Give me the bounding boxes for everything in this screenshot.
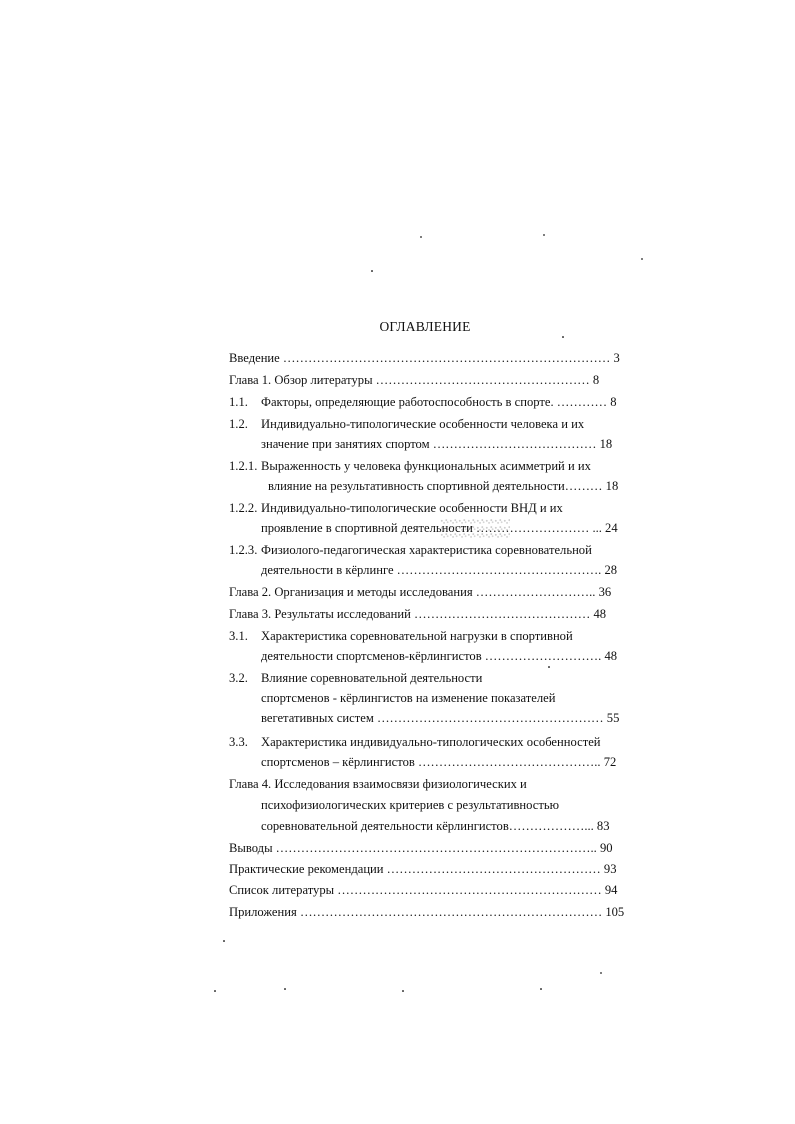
toc-entry-chapter-4-cont-1: психофизиологических критериев с результативностью — [261, 798, 560, 812]
section-title: Характеристика соревновательной нагрузки в спортивной — [261, 629, 573, 643]
scan-speck — [402, 990, 404, 992]
section-title: Индивидуально-типологические особенности человека и их — [261, 417, 585, 431]
section-title: Выраженность у человека функциональных асимметрий и их — [261, 459, 591, 473]
toc-entry-3-2 — [229, 670, 482, 686]
scan-speck — [420, 236, 422, 238]
toc-entry-references: Список литературы ……………………………………………………… 94 — [229, 883, 618, 897]
section-number: 3.2. — [229, 671, 248, 685]
section-title: Влияние соревновательной деятельности — [261, 671, 483, 685]
scan-speck — [543, 234, 545, 236]
toc-entry-3-3-cont: спортсменов – кёрлингистов …………………………………….. 72 — [261, 755, 617, 769]
scan-speck — [641, 258, 643, 260]
toc-title: ОГЛАВЛЕНИЕ — [379, 319, 471, 334]
scan-speck — [223, 940, 225, 942]
toc-entry-1-2-2-cont: проявление в спортивной деятельности ……………………… ... 24 — [261, 521, 618, 535]
toc-entry-conclusions: Выводы ………………………………………………………………….. 90 — [229, 841, 613, 855]
toc-entry-3-3 — [229, 734, 601, 750]
section-title: Характеристика индивидуально-типологических особенностей — [261, 735, 601, 749]
toc-entry-chapter-1: Глава 1. Обзор литературы …………………………………………… 8 — [229, 373, 600, 387]
scan-speck — [548, 666, 550, 668]
toc-entry-3-2-cont-1: спортсменов - кёрлингистов на изменение показателей — [261, 691, 556, 705]
toc-entry-1-2-cont: значение при занятиях спортом ………………………………… 18 — [261, 437, 613, 451]
toc-entry-appendices: Приложения ……………………………………………………………… 105 — [229, 905, 625, 919]
toc-entry-chapter-2: Глава 2. Организация и методы исследования ……………………….. 36 — [229, 585, 612, 599]
toc-entry-introduction: Введение …………………………………………………………………… 3 — [229, 351, 620, 365]
toc-entry-3-2-cont-2: вегетативных систем ……………………………………………… 55 — [261, 711, 620, 725]
scan-speck — [540, 988, 542, 990]
toc-entry-recommendations: Практические рекомендации …………………………………………… 93 — [229, 862, 617, 876]
scan-speck — [214, 990, 216, 992]
toc-entry-3-1-cont: деятельности спортсменов-кёрлингистов ………………………. 48 — [261, 649, 618, 663]
section-number: 3.3. — [229, 735, 248, 749]
toc-entry-1-2 — [229, 416, 584, 432]
section-number: 1.2.3. — [229, 543, 258, 557]
section-title: Факторы, определяющие работоспособность в спорте. ………… 8 — [261, 395, 617, 409]
section-number: 1.2.2. — [229, 501, 258, 515]
section-number: 1.2.1. — [229, 459, 258, 473]
scan-speck — [371, 270, 373, 272]
section-title: Физиолого-педагогическая характеристика соревновательной — [261, 543, 592, 557]
toc-entry-1-2-1-cont: влияние на результативность спортивной деятельности……… 18 — [268, 479, 619, 493]
section-number: 3.1. — [229, 629, 248, 643]
scan-speck — [284, 988, 286, 990]
toc-entry-chapter-4-cont-2: соревновательной деятельности кёрлингистов………………... 83 — [261, 819, 610, 833]
toc-entry-1-2-2 — [229, 500, 563, 516]
toc-entry-3-1 — [229, 628, 573, 644]
toc-entry-chapter-4: Глава 4. Исследования взаимосвязи физиологических и — [229, 777, 527, 791]
toc-entry-1-2-3 — [229, 542, 592, 558]
toc-entry-chapter-3: Глава 3. Результаты исследований …………………………………… 48 — [229, 607, 607, 621]
scan-smudge — [440, 518, 510, 538]
scan-speck — [600, 972, 602, 974]
section-number: 1.1. — [229, 395, 248, 409]
toc-entry-1-2-1 — [229, 458, 591, 474]
section-title: Индивидуально-типологические особенности ВНД и их — [261, 501, 563, 515]
toc-entry-1-2-3-cont: деятельности в кёрлинге …………………………………………. 28 — [261, 563, 618, 577]
scan-speck — [562, 336, 564, 338]
section-number: 1.2. — [229, 417, 248, 431]
toc-entry-1-1 — [229, 394, 617, 410]
